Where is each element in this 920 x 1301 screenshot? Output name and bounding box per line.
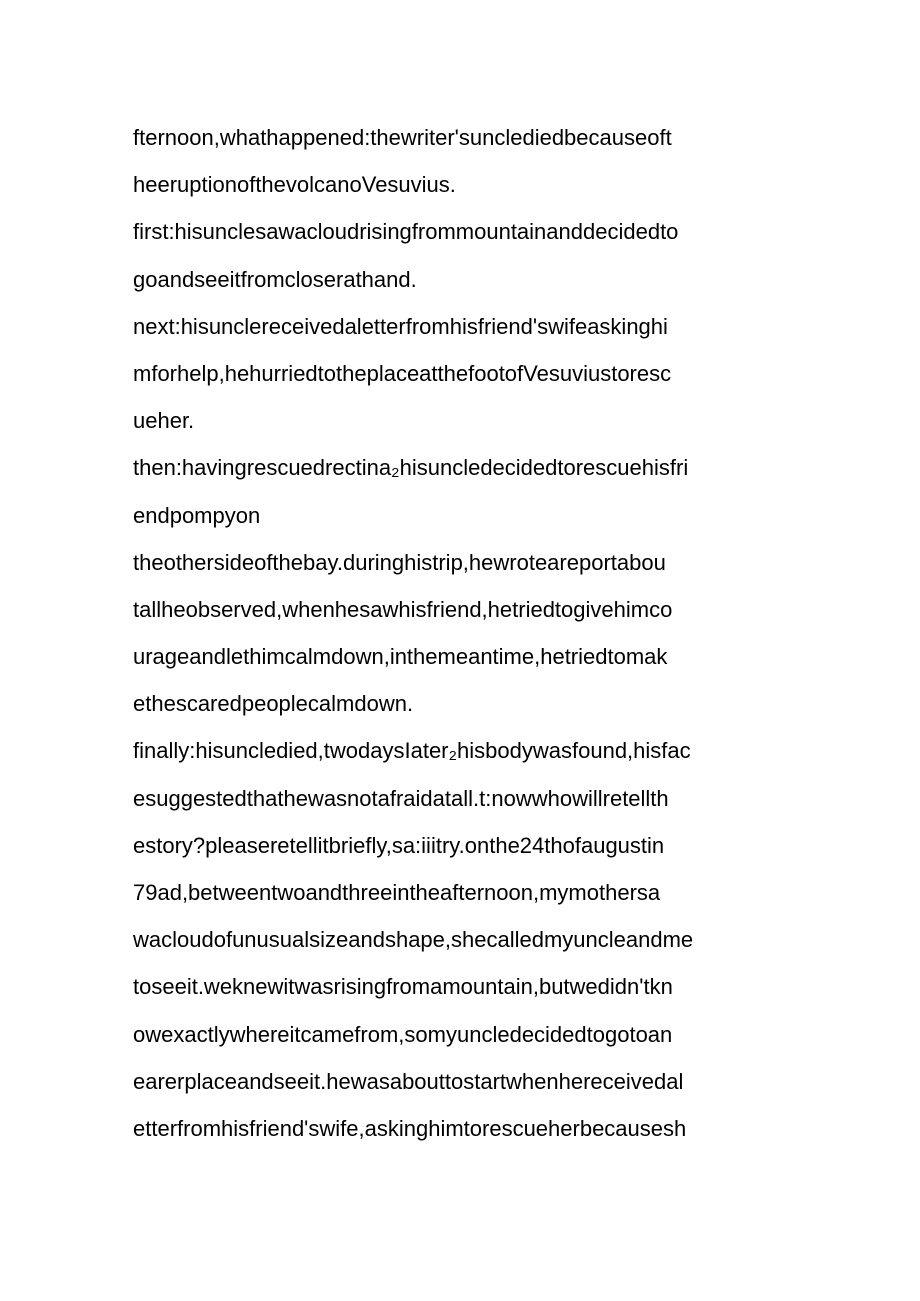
text-line: fternoon,whathappened:thewriter'sunclediedbecauseoft [133,125,672,150]
text-line: 79ad,betweentwoandthreeintheafternoon,mymothersa [133,880,661,905]
text-line: owexactlywhereitcamefrom,somyuncledecidedtogotoan [133,1021,673,1047]
text-line: earerplaceandseeit.hewasabouttostartwhenhereceivedal [133,1068,684,1094]
text-line: toseeit.weknewitwasrisingfromamountain,butwedidn'tkn [133,974,673,1000]
text-line: ethescaredpeoplecalmdown. [133,691,414,717]
text-line: finally:hisuncledied,twodaysIater₂hisbodywasfound,hisfac [133,738,691,764]
text-line: endpompyon [133,502,261,528]
text-line: then:havingrescuedrectina₂hisuncledecidedtorescuehisfri [133,455,689,481]
text-line: mforhelp,hehurriedtotheplaceatthefootofVesuviustoresc [133,360,672,386]
text-line: next:hisunclereceivedaletterfromhisfriend'swifeaskinghi [133,313,668,339]
text-line: estory?pleaseretellitbriefly,sa:iіitry.onthe24thofaugustin [133,832,665,858]
text-line: goandseeitfromcloserathand. [133,266,417,292]
text-line: urageandlethimcalmdown,inthemeantime,hetriedtomak [133,644,668,670]
body-text [133,114,793,1152]
text-line: tallheobserved,whenhesawhisfriend,hetriedtogivehimco [133,596,673,622]
text-line: theothersideofthebay.duringhistrip,hewroteareportabou [133,549,666,575]
text-line: wacloudofunusualsizeandshape,shecalledmyuncleandme [133,927,694,953]
text-line: esuggestedthathewasnotafraidatall.t:nowwhowillretellth [133,785,669,811]
text-line: ueher. [133,408,195,434]
text-line: first:hisunclesawacloudrisingfrommountainanddecidedto [133,219,679,245]
text-line: etterfromhisfriend'swife,askinghimtorescueherbecausesh [133,1115,687,1141]
text-line: heeruptionofthevolcanoVesuvius. [133,172,456,198]
